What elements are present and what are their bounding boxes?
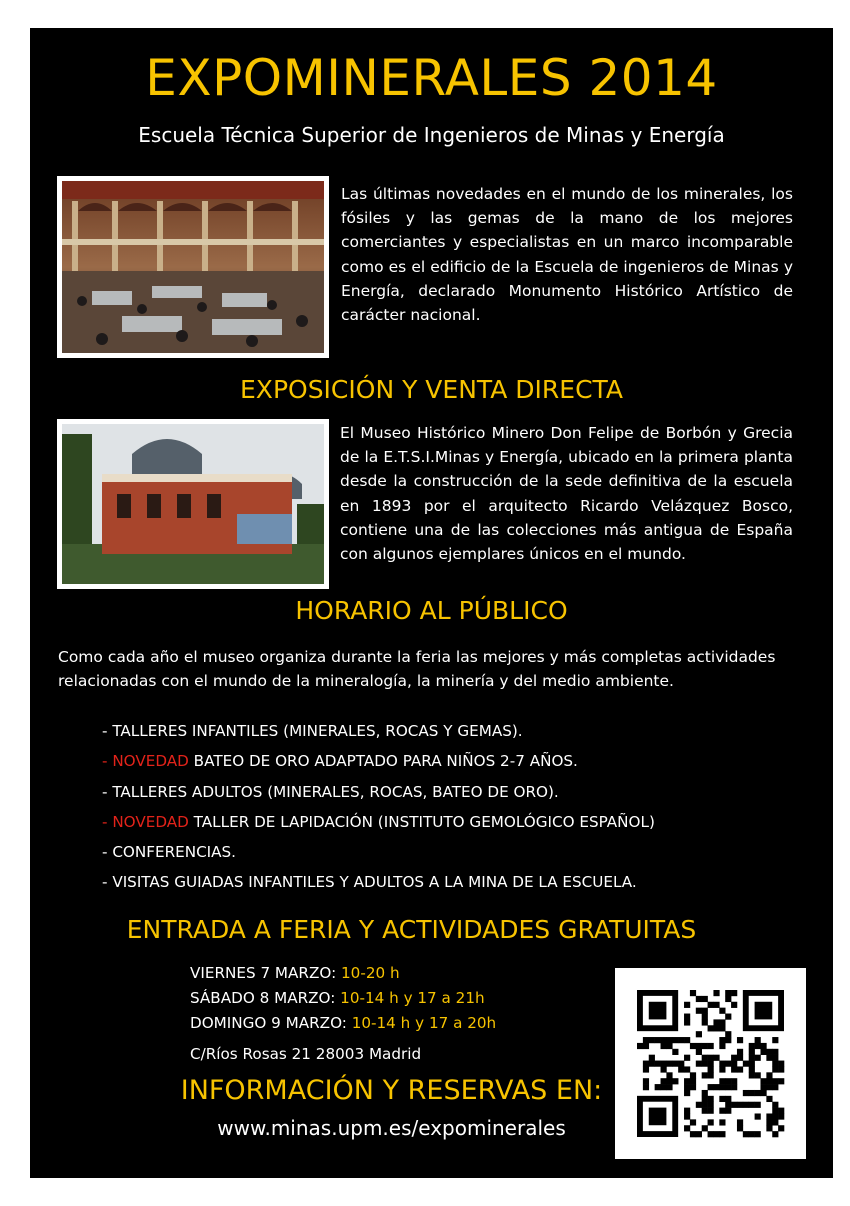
activity-item: - VISITAS GUIADAS INFANTILES Y ADULTOS A LA MINA DE LA ESCUELA. xyxy=(102,873,637,892)
horario-intro: Como cada año el museo organiza durante la feria las mejores y más completas actividades relacionadas con el mundo de la mineralogía, la minería y del medio ambiente. xyxy=(58,648,776,690)
museum-building-illustration xyxy=(62,424,324,584)
schedule-row: VIERNES 7 MARZO: 10-20 h xyxy=(190,964,400,982)
activity-item: - NOVEDAD TALLER DE LAPIDACIÓN (INSTITUTO GEMOLÓGICO ESPAÑOL) xyxy=(102,812,655,831)
poster xyxy=(30,28,833,1178)
website-link[interactable]: www.minas.upm.es/expominerales xyxy=(217,1116,566,1140)
activities-list xyxy=(102,716,655,898)
exhibition-hall-illustration xyxy=(62,181,324,353)
entrada-heading: ENTRADA A FERIA Y ACTIVIDADES GRATUITAS xyxy=(126,915,697,944)
exposicion-paragraph: El Museo Histórico Minero Don Felipe de Borbón y Grecia de la E.T.S.I.Minas y Energía, ubicado en la primera planta desde la construcción de la sede definitiva de la escuela en 1893 por el arquitecto Ricardo Velázquez Bosco, contiene una de las colecciones más antigua de España con algunos ejemplares únicos en el mundo. xyxy=(340,424,793,564)
schedule-row: DOMINGO 9 MARZO: 10-14 h y 17 a 20h xyxy=(190,1014,497,1032)
exhibition-hall-photo xyxy=(57,176,329,358)
exposicion-heading: EXPOSICIÓN Y VENTA DIRECTA xyxy=(240,375,623,404)
activity-item: - TALLERES ADULTOS (MINERALES, ROCAS, BATEO DE ORO). xyxy=(102,782,559,801)
horario-heading: HORARIO AL PÚBLICO xyxy=(295,596,568,625)
schedule-row: SÁBADO 8 MARZO: 10-14 h y 17 a 21h xyxy=(190,989,485,1007)
schedule xyxy=(190,961,496,1067)
poster-subtitle: Escuela Técnica Superior de Ingenieros de Minas y Energía xyxy=(138,123,725,147)
novedad-badge: NOVEDAD xyxy=(112,812,189,831)
museum-building-photo xyxy=(57,419,329,589)
address: C/Ríos Rosas 21 28003 Madrid xyxy=(190,1045,422,1063)
activity-item: - NOVEDAD BATEO DE ORO ADAPTADO PARA NIÑOS 2-7 AÑOS. xyxy=(102,752,578,771)
activity-item: - TALLERES INFANTILES (MINERALES, ROCAS Y GEMAS). xyxy=(102,722,523,740)
activity-item: - CONFERENCIAS. xyxy=(102,843,237,862)
info-heading: INFORMACIÓN Y RESERVAS EN: xyxy=(180,1075,603,1106)
poster-title: EXPOMINERALES 2014 xyxy=(145,49,718,107)
intro-paragraph: Las últimas novedades en el mundo de los minerales, los fósiles y las gemas de la mano de los mejores comerciantes y especialistas en un marco incomparable como es el edificio de la Escuela de ingenieros de Minas y Energía, declarado Monumento Histórico Artístico de carácter nacional. xyxy=(341,185,793,325)
qr-code-icon xyxy=(615,968,806,1159)
qr-code[interactable] xyxy=(615,968,806,1159)
novedad-badge: NOVEDAD xyxy=(112,752,189,771)
